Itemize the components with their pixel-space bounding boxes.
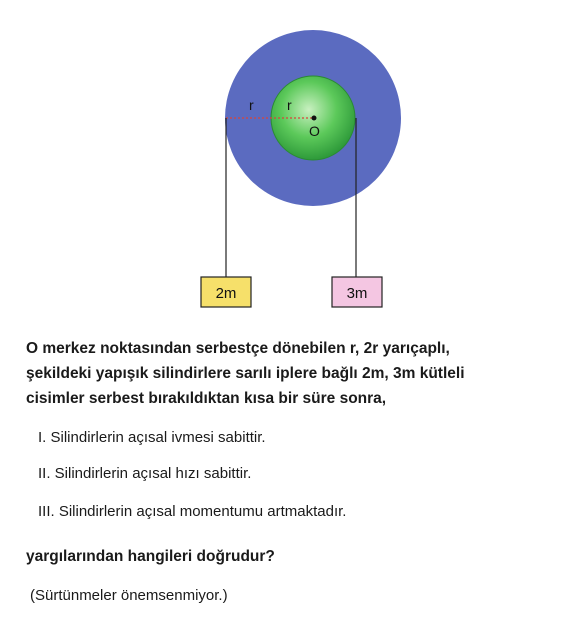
question-line-1: O merkez noktasından serbestçe dönebilen r, 2r yarıçaplı, <box>26 340 450 357</box>
mass-right-label: 3m <box>346 285 368 302</box>
question-line-2: şekildeki yapışık silindirlere sarılı iplere bağlı 2m, 3m kütleli <box>26 365 465 382</box>
question-text <box>26 336 576 411</box>
radius-label-outer: r <box>249 97 254 113</box>
question-line-3: cisimler serbest bırakıldıktan kısa bir süre sonra, <box>26 390 387 407</box>
question-prompt: yargılarından hangileri doğrudur? <box>26 548 275 565</box>
statement-3: III. Silindirlerin açısal momentumu artmaktadır. <box>38 503 347 520</box>
center-point <box>312 116 317 121</box>
mass-left-label: 2m <box>215 285 237 302</box>
friction-note: (Sürtünmeler önemsenmiyor.) <box>30 587 228 604</box>
center-label: O <box>309 123 320 139</box>
radius-label-inner: r <box>287 97 292 113</box>
statement-2: II. Silindirlerin açısal hızı sabittir. <box>38 465 252 482</box>
statement-1: I. Silindirlerin açısal ivmesi sabittir. <box>38 429 266 446</box>
